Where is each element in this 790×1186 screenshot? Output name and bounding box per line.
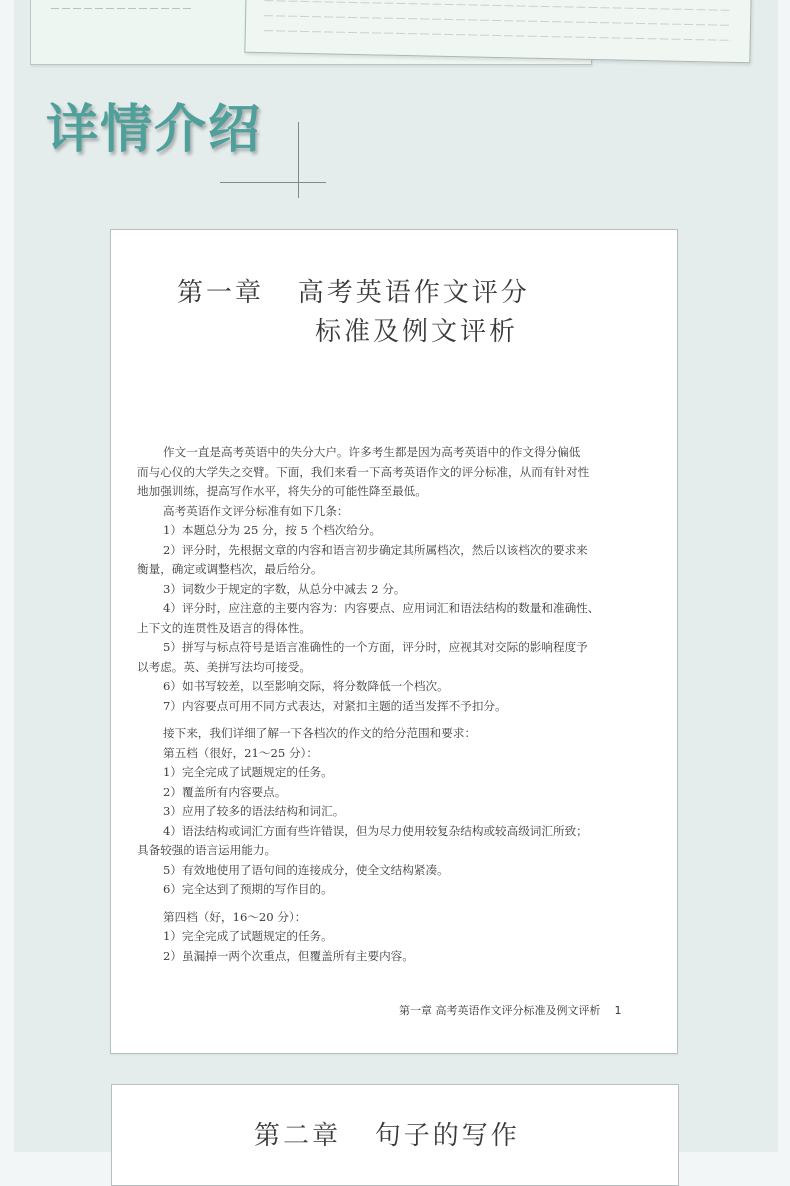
paragraph-line: 5）有效地使用了语句间的连接成分，使全文结构紧凑。 — [163, 862, 449, 877]
paragraph-line: 上下文的连贯性及语言的得体性。 — [137, 620, 311, 635]
paragraph-line: 而与心仪的大学失之交臂。下面，我们来看一下高考英语作文的评分标准，从而有针对性 — [137, 464, 590, 479]
paragraph-line: 3）词数少于规定的字数，从总分中减去 2 分。 — [163, 581, 406, 596]
paragraph-line: 衡量，确定或调整档次，最后给分。 — [137, 562, 323, 576]
paragraph-line: 具备较强的语言运用能力。 — [137, 843, 277, 857]
paragraph-line: 高考英语作文评分标准有如下几条： — [163, 503, 349, 518]
title-decor-vertical-line — [298, 122, 299, 198]
paragraph-line: 5）拼写与标点符号是语言准确性的一个方面，评分时，应视其对交际的影响程度予 — [163, 640, 588, 654]
paragraph-line: 以考虑。英、美拼写法均可接受。 — [137, 659, 311, 674]
paragraph-line: 3）应用了较多的语法结构和词汇。 — [163, 804, 345, 818]
paragraph-line: 1）完全完成了试题规定的任务。 — [163, 765, 333, 779]
title-decor-horizontal-line — [220, 182, 326, 183]
paragraph-line: 6）如书写较差，以至影响交际，将分数降低一个档次。 — [163, 679, 449, 693]
paragraph-line: 地加强训练，提高写作水平，将失分的可能性降至最低。 — [137, 484, 427, 498]
paragraph-line: 4）评分时，应注意的主要内容为：内容要点、应用词汇和语法结构的数量和准确性、 — [163, 601, 600, 615]
paragraph-line: 2）评分时，先根据文章的内容和语言初步确定其所属档次，然后以该档次的要求来 — [163, 542, 588, 557]
chapter-2-title: 第二章 句子的写作 — [254, 1121, 520, 1151]
chapter-title-line-1: 第一章 高考英语作文评分 — [177, 278, 530, 308]
section-title: 详情介绍 — [46, 100, 263, 160]
preview-page-right — [244, 0, 751, 63]
page-footer — [399, 1002, 622, 1018]
paragraph-line: 接下来，我们详细了解一下各档次的作文的给分范围和要求： — [163, 726, 477, 740]
paragraph-line: 2）虽漏掉一两个次重点，但覆盖所有主要内容。 — [163, 948, 414, 963]
chapter-title-line-2: 标准及例文评析 — [315, 317, 519, 347]
running-footer: 第一章 高考英语作文评分标准及例文评析 — [399, 1004, 601, 1017]
paragraph-line: 作文一直是高考英语中的失分大户。许多考生都是因为高考英语中的作文得分偏低 — [163, 445, 581, 459]
paragraph-line — [137, 716, 637, 724]
paragraph-line: 1）本题总分为 25 分，按 5 个档次给分。 — [163, 523, 382, 537]
paragraph-line: 2）覆盖所有内容要点。 — [163, 784, 287, 799]
paragraph-line: 6）完全达到了预期的写作目的。 — [163, 882, 333, 896]
paragraph-line: 4）语法结构或词汇方面有些许错误，但为尽力使用较复杂结构或较高级词汇所致； — [163, 823, 588, 838]
paragraph-line: 1）完全完成了试题规定的任务。 — [163, 929, 333, 943]
book-page-1 — [110, 229, 678, 1054]
page-body-text — [137, 443, 637, 966]
paragraph-line: 第四档（好，16～20 分）： — [163, 909, 307, 924]
book-page-2 — [111, 1084, 679, 1186]
paragraph-line: 7）内容要点可用不同方式表达，对紧扣主题的适当发挥不予扣分。 — [163, 698, 507, 713]
page-number: 1 — [614, 1004, 622, 1017]
paragraph-line — [137, 900, 637, 908]
paragraph-line: 第五档（很好，21～25 分）： — [163, 745, 318, 760]
